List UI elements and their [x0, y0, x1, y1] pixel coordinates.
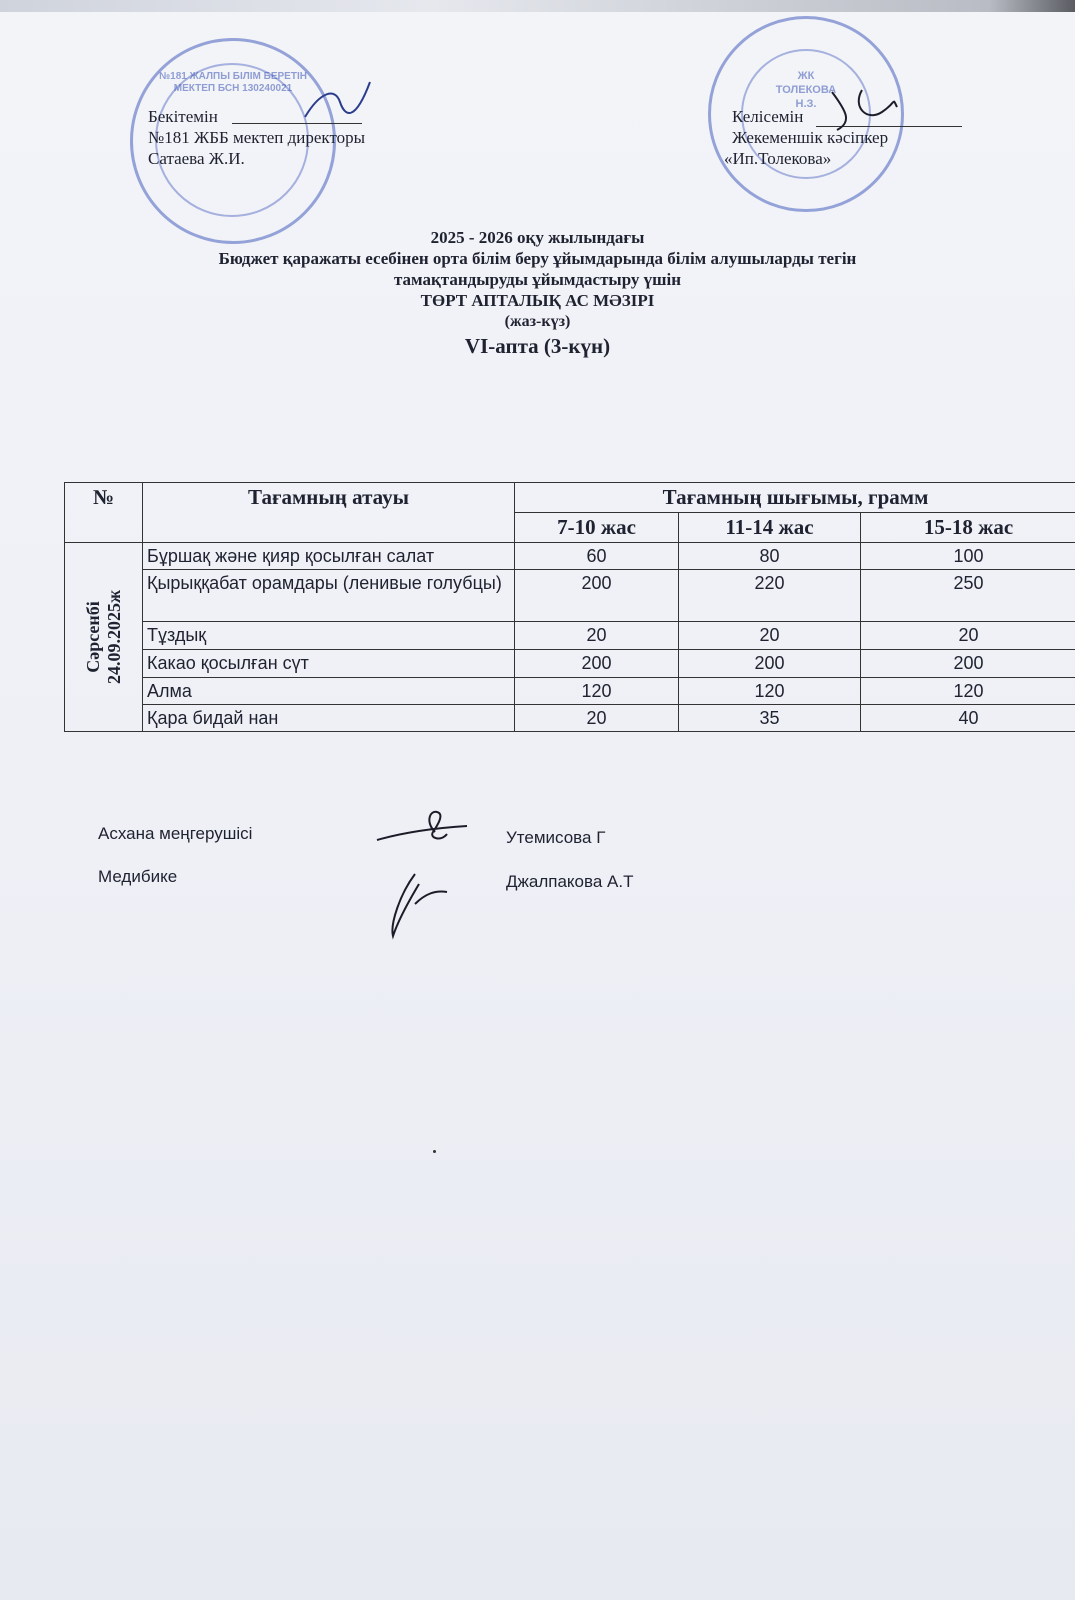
document-sheet — [0, 12, 1075, 1600]
yield-7-10: 60 — [515, 543, 679, 570]
dish-name: Бұршақ және қияр қосылған салат — [143, 543, 515, 570]
canteen-manager-role: Асхана меңгерушісі — [98, 824, 253, 843]
yield-15-18: 120 — [861, 678, 1075, 705]
weekday: Сәрсенбі — [82, 601, 103, 673]
nurse-name: Джалпакова А.Т — [506, 872, 634, 891]
approve-word: Бекітемін — [148, 107, 218, 126]
yield-11-14: 220 — [679, 570, 861, 622]
table-row — [65, 543, 1075, 570]
yield-11-14: 80 — [679, 543, 861, 570]
title-block — [0, 227, 1075, 359]
school-year: 2025 - 2026 оқу жылындағы — [430, 228, 645, 247]
school-stamp-text: №181 ЖАЛПЫ БІЛІМ БЕРЕТІН МЕКТЕП БСН 130240021 — [159, 71, 307, 94]
yield-15-18: 40 — [861, 705, 1075, 732]
entrepreneur-signature — [822, 82, 902, 137]
yield-7-10: 200 — [515, 650, 679, 678]
canteen-manager-signature — [375, 802, 475, 852]
agreer-name: «Ип.Толекова» — [724, 149, 832, 168]
title-line-2: Бюджет қаражаты есебінен орта білім беру ұйымдарында білім алушыларды тегін — [218, 249, 857, 268]
title-line-3: тамақтандыруды ұйымдастыру үшін — [393, 270, 682, 289]
dish-name: Тұздық — [143, 622, 515, 650]
nurse-signature — [385, 864, 455, 944]
yield-7-10: 20 — [515, 705, 679, 732]
canteen-manager-name: Утемисова Г — [506, 828, 606, 847]
table-row — [65, 678, 1075, 705]
approver-position: №181 ЖББ мектеп директоры — [148, 128, 366, 147]
header-age-15-18: 15-18 жас — [861, 513, 1075, 543]
yield-11-14: 200 — [679, 650, 861, 678]
menu-table — [64, 482, 1075, 732]
date: 24.09.2025ж — [103, 589, 124, 685]
yield-7-10: 120 — [515, 678, 679, 705]
yield-11-14: 35 — [679, 705, 861, 732]
dish-name: Қара бидай нан — [143, 705, 515, 732]
yield-15-18: 20 — [861, 622, 1075, 650]
table-row — [65, 705, 1075, 732]
header-yield: Тағамның шығымы, грамм — [515, 483, 1075, 513]
agree-word: Келісемін — [732, 107, 804, 126]
dish-name: Қырыққабат орамдары (ленивые голубцы) — [143, 570, 515, 622]
dish-name: Какао қосылған сүт — [143, 650, 515, 678]
yield-11-14: 20 — [679, 622, 861, 650]
agreer-position: Жекеменшік кәсіпкер — [732, 128, 889, 147]
yield-11-14: 120 — [679, 678, 861, 705]
yield-15-18: 200 — [861, 650, 1075, 678]
nurse-role: Медибике — [98, 867, 178, 886]
table-row — [65, 622, 1075, 650]
dish-name: Алма — [143, 678, 515, 705]
yield-7-10: 200 — [515, 570, 679, 622]
director-signature — [300, 72, 380, 132]
week-day: VI-апта (3-күн) — [464, 334, 611, 358]
yield-15-18: 250 — [861, 570, 1075, 622]
speck — [433, 1150, 436, 1153]
header-age-7-10: 7-10 жас — [515, 513, 679, 543]
day-cell — [65, 543, 143, 732]
table-row — [65, 650, 1075, 678]
yield-7-10: 20 — [515, 622, 679, 650]
day-label — [83, 590, 125, 684]
season: (жаз-күз) — [504, 313, 571, 330]
yield-15-18: 100 — [861, 543, 1075, 570]
table-row — [65, 570, 1075, 622]
menu-title: ТӨРТ АПТАЛЫҚ АС МӘЗІРІ — [420, 291, 655, 310]
entrepreneur-stamp-text: ЖК ТОЛЕКОВА Н.З. — [775, 70, 837, 110]
header-dish-name: Тағамның атауы — [143, 483, 515, 543]
header-number: № — [65, 483, 143, 543]
approver-name: Сатаева Ж.И. — [148, 149, 245, 168]
header-age-11-14: 11-14 жас — [679, 513, 861, 543]
